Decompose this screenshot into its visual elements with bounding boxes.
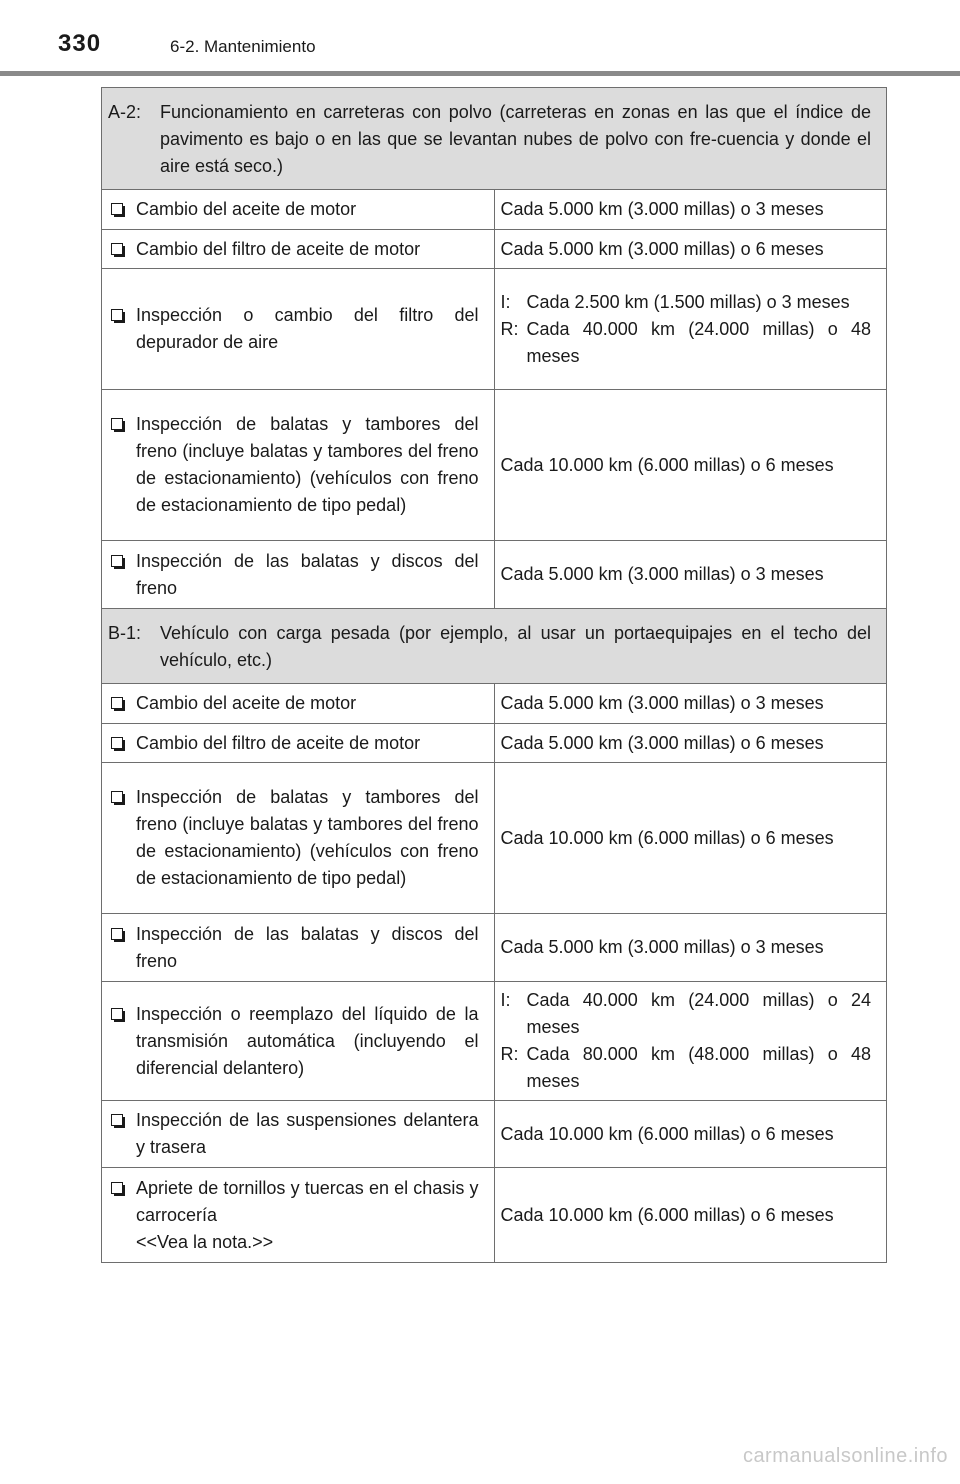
item-text: Inspección de balatas y tambores del freno (incluye balatas y tambores del freno de estacionamiento) (vehículos con freno de estacionamiento de tipo pedal) xyxy=(136,414,479,515)
interval-text: Cada 10.000 km (6.000 millas) o 6 meses xyxy=(500,1204,834,1225)
condition-row-a2 xyxy=(102,88,887,190)
interval-text: Cada 10.000 km (6.000 millas) o 6 meses xyxy=(500,1123,834,1144)
interval-cell xyxy=(494,230,887,269)
section-title: 6-2. Mantenimiento xyxy=(170,37,316,56)
interval-cell xyxy=(494,1168,887,1263)
checkbox-icon xyxy=(111,203,123,215)
item-text: Inspección de balatas y tambores del freno (incluye balatas y tambores del freno de estacionamiento) (vehículos con freno de estacionamiento de tipo pedal) xyxy=(136,787,479,888)
checkbox-icon xyxy=(111,309,123,321)
table-row xyxy=(102,1168,887,1263)
interval-text: Cada 5.000 km (3.000 millas) o 6 meses xyxy=(500,732,824,753)
interval-text: Cada 5.000 km (3.000 millas) o 3 meses xyxy=(500,564,824,584)
condition-description: Vehículo con carga pesada (por ejemplo, al usar un portaequipajes en el techo del vehículo, etc.) xyxy=(160,623,871,670)
condition-row-b1 xyxy=(102,609,887,684)
checkbox-icon xyxy=(111,737,123,749)
inspection-interval: I: Cada 40.000 km (24.000 millas) o 24 meses xyxy=(500,990,871,1037)
header-divider xyxy=(0,71,960,76)
checkbox-icon xyxy=(111,697,123,709)
item-text: Inspección de las balatas y discos del freno xyxy=(136,550,479,598)
item-text: Inspección de las suspensiones delantera y trasera xyxy=(136,1110,479,1157)
interval-text: Cada 5.000 km (3.000 millas) o 3 meses xyxy=(500,693,824,713)
table-row xyxy=(102,541,887,609)
interval-text: Cada 5.000 km (3.000 millas) o 6 meses xyxy=(500,238,824,259)
checkbox-icon xyxy=(111,1182,123,1194)
item-cell xyxy=(102,1101,495,1168)
item-cell xyxy=(102,1168,495,1263)
interval-text: Cada 5.000 km (3.000 millas) o 3 meses xyxy=(500,937,824,957)
maintenance-schedule-table xyxy=(101,87,887,1263)
interval-cell xyxy=(494,914,887,982)
interval-text: Cada 10.000 km (6.000 millas) o 6 meses xyxy=(500,827,834,848)
interval-cell xyxy=(494,1101,887,1168)
table-row xyxy=(102,390,887,541)
table-row xyxy=(102,982,887,1101)
interval-text: Cada 5.000 km (3.000 millas) o 3 meses xyxy=(500,199,824,219)
table-row xyxy=(102,190,887,230)
interval-text: Cada 10.000 km (6.000 millas) o 6 meses xyxy=(500,454,834,475)
interval-cell xyxy=(494,190,887,230)
item-text: Cambio del filtro de aceite de motor xyxy=(136,732,421,753)
interval-cell xyxy=(494,684,887,724)
item-cell xyxy=(102,390,495,541)
interval-cell xyxy=(494,982,887,1101)
item-text: Cambio del filtro de aceite de motor xyxy=(136,238,421,259)
checkbox-icon xyxy=(111,418,123,430)
item-text: Cambio del aceite de motor xyxy=(136,199,357,219)
table-row xyxy=(102,1101,887,1168)
checkbox-icon xyxy=(111,928,123,940)
item-cell xyxy=(102,914,495,982)
table-row xyxy=(102,269,887,390)
table-row xyxy=(102,684,887,724)
checkbox-icon xyxy=(111,791,123,803)
item-cell xyxy=(102,724,495,763)
item-text: Cambio del aceite de motor xyxy=(136,693,357,713)
checkbox-icon xyxy=(111,1008,123,1020)
item-text: Inspección de las balatas y discos del freno xyxy=(136,923,479,971)
checkbox-icon xyxy=(111,243,123,255)
interval-cell xyxy=(494,390,887,541)
table-row xyxy=(102,914,887,982)
item-cell xyxy=(102,541,495,609)
inspection-interval: I: Cada 2.500 km (1.500 millas) o 3 meses xyxy=(500,291,850,312)
replacement-interval: R: Cada 80.000 km (48.000 millas) o 48 meses xyxy=(500,1044,871,1091)
item-text: Inspección o cambio del filtro del depurador de aire xyxy=(136,305,479,352)
item-cell xyxy=(102,230,495,269)
interval-cell xyxy=(494,724,887,763)
checkbox-icon xyxy=(111,1114,123,1126)
item-text: Apriete de tornillos y tuercas en el chasis y carrocería xyxy=(136,1177,479,1225)
interval-cell xyxy=(494,763,887,914)
item-cell xyxy=(102,269,495,390)
condition-description: Funcionamiento en carreteras con polvo (carreteras en zonas en las que el índice de pavimento es bajo o en las que se levantan nubes de polvo con fre-cuencia y donde el aire está seco.) xyxy=(160,102,871,176)
table-row xyxy=(102,763,887,914)
item-cell xyxy=(102,684,495,724)
interval-cell xyxy=(494,269,887,390)
item-cell xyxy=(102,982,495,1101)
watermark: carmanualsonline.info xyxy=(742,1445,948,1467)
condition-text xyxy=(108,99,871,180)
table-row xyxy=(102,230,887,269)
item-cell xyxy=(102,763,495,914)
item-cell xyxy=(102,190,495,230)
condition-code: A-2: xyxy=(108,102,142,122)
replacement-interval: R: Cada 40.000 km (24.000 millas) o 48 meses xyxy=(500,318,871,366)
table-row xyxy=(102,724,887,763)
note-reference: <<Vea la nota.>> xyxy=(136,1231,274,1252)
condition-text xyxy=(108,620,871,674)
condition-code: B-1: xyxy=(108,623,142,643)
page-number: 330 xyxy=(58,30,102,57)
interval-cell xyxy=(494,541,887,609)
checkbox-icon xyxy=(111,555,123,567)
item-text: Inspección o reemplazo del líquido de la transmisión automática (incluyendo el diferencial delantero) xyxy=(136,1003,479,1078)
